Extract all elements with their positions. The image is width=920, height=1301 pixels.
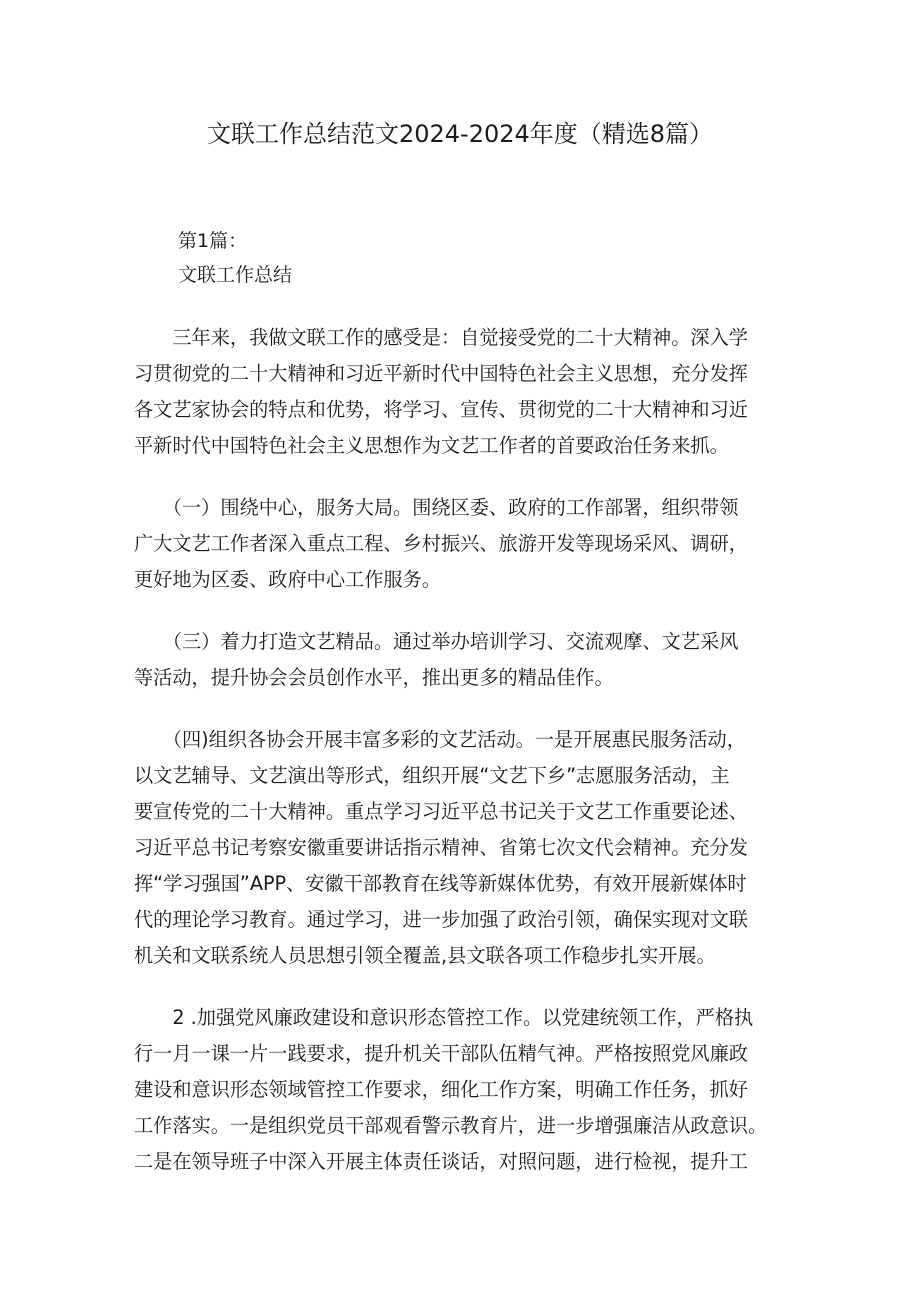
document-title: 文联工作总结范文2024-2024年度（精选8篇） <box>206 120 714 148</box>
paragraph-1 <box>134 320 794 464</box>
paragraph-3 <box>134 624 794 696</box>
paragraph-line: 等活动，提升协会会员创作水平，推出更多的精品佳作。 <box>134 666 614 689</box>
paragraph-5 <box>134 1000 794 1180</box>
paragraph-line: 习近平总书记考察安徽重要讲话指示精神、省第七次文代会精神。充分发 <box>134 836 748 859</box>
paragraph-line: （三）着力打造文艺精品。通过举办培训学习、交流观摩、文艺采风 <box>134 630 739 653</box>
paragraph-line: 各文艺家协会的特点和优势，将学习、宣传、贯彻党的二十大精神和习近 <box>134 398 748 421</box>
paragraph-line: 平新时代中国特色社会主义思想作为文艺工作者的首要政治任务来抓。 <box>134 434 729 457</box>
paragraph-line: 2 .加强党风廉政建设和意识形态管控工作。以党建统领工作，严格执 <box>134 1006 754 1029</box>
paragraph-line: 行一月一课一片一践要求，提升机关干部队伍精气神。严格按照党风廉政 <box>134 1042 748 1065</box>
paragraph-line: （一）围绕中心，服务大局。围绕区委、政府的工作部署，组织带领 <box>134 496 739 519</box>
paragraph-2 <box>134 490 794 598</box>
paragraph-line: 工作落实。一是组织党员干部观看警示教育片，进一步增强廉洁从政意识。 <box>134 1114 768 1137</box>
paragraph-line: 代的理论学习教育。通过学习，进一步加强了政治引领，确保实现对文联 <box>134 908 748 931</box>
paragraph-line: 机关和文联系统人员思想引领全覆盖,县文联各项工作稳步扎实开展。 <box>134 944 716 967</box>
paragraph-line: 更好地为区委、政府中心工作服务。 <box>134 568 441 591</box>
paragraph-line: 广大文艺工作者深入重点工程、乡村振兴、旅游开发等现场采风、调研， <box>134 532 748 555</box>
paragraph-4 <box>134 722 794 974</box>
chapter-label: 第1篇： <box>178 230 248 252</box>
paragraph-line: 二是在领导班子中深入开展主体责任谈话，对照问题，进行检视，提升工 <box>134 1150 748 1173</box>
paragraph-line: 要宣传党的二十大精神。重点学习习近平总书记关于文艺工作重要论述、 <box>134 800 748 823</box>
chapter-subtitle: 文联工作总结 <box>178 264 293 286</box>
paragraph-line: 以文艺辅导、文艺演出等形式，组织开展“文艺下乡”志愿服务活动，主 <box>134 764 730 787</box>
paragraph-line: 习贯彻党的二十大精神和习近平新时代中国特色社会主义思想，充分发挥 <box>134 362 748 385</box>
paragraph-line: （四)组织各协会开展丰富多彩的文艺活动。一是开展惠民服务活动， <box>134 728 746 751</box>
paragraph-line: 建设和意识形态领域管控工作要求，细化工作方案，明确工作任务，抓好 <box>134 1078 748 1101</box>
paragraph-line: 挥“学习强国”APP、安徽干部教育在线等新媒体优势，有效开展新媒体时 <box>134 872 747 895</box>
paragraph-line: 三年来，我做文联工作的感受是：自觉接受党的二十大精神。深入学 <box>134 326 748 349</box>
